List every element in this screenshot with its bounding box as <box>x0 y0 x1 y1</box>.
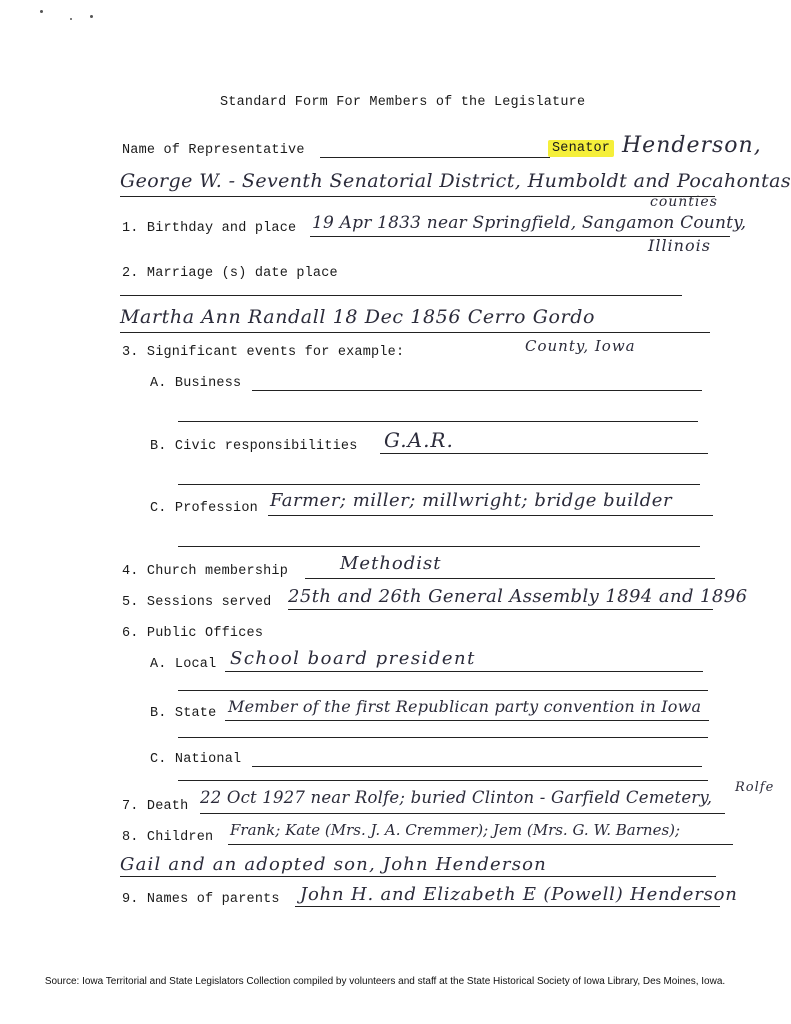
local-label: A. Local <box>150 657 217 672</box>
events-label: 3. Significant events for example: <box>122 345 405 360</box>
death-value-2: Rolfe <box>735 780 775 795</box>
children-value-2: Gail and an adopted son, John Henderson <box>120 854 547 875</box>
death-label: 7. Death <box>122 799 189 814</box>
parents-value: John H. and Elizabeth E (Powell) Henderson <box>300 884 738 905</box>
public-offices-label: 6. Public Offices <box>122 626 264 641</box>
name-line-2 <box>120 196 715 197</box>
parents-line <box>295 906 720 907</box>
business-line <box>252 390 702 391</box>
state-line <box>225 720 709 721</box>
church-value: Methodist <box>340 553 442 574</box>
scan-speck <box>70 18 72 20</box>
name-value-2: George W. - Seventh Senatorial District, Humboldt and Pocahontas <box>120 170 791 192</box>
source-footer: Source: Iowa Territorial and State Legislators Collection compiled by volunteers and staff at the State Historical Society of Iowa Library, Des Moines, Iowa. <box>44 976 726 987</box>
children-value: Frank; Kate (Mrs. J. A. Cremmer); Jem (Mrs. G. W. Barnes); <box>230 821 681 839</box>
civic-line <box>380 453 708 454</box>
children-label: 8. Children <box>122 830 214 845</box>
state-value: Member of the first Republican party convention in Iowa <box>228 697 702 716</box>
local-line <box>225 671 703 672</box>
national-line-2 <box>178 780 708 781</box>
profession-value: Farmer; miller; millwright; bridge builder <box>270 490 673 511</box>
state-line-2 <box>178 737 708 738</box>
national-line <box>252 766 702 767</box>
name-value-1: Henderson, <box>622 133 762 158</box>
business-line-2 <box>178 421 698 422</box>
profession-line <box>268 515 713 516</box>
marriage-value: Martha Ann Randall 18 Dec 1856 Cerro Gordo <box>120 306 596 328</box>
marriage-line <box>120 295 682 296</box>
senator-label: Senator <box>548 140 614 157</box>
civic-value: G.A.R. <box>384 428 454 452</box>
marriage-value-2: County, Iowa <box>525 337 636 355</box>
sessions-value: 25th and 26th General Assembly 1894 and 1896 <box>288 586 748 607</box>
name-value-3: counties <box>650 194 718 210</box>
church-line <box>305 578 715 579</box>
name-line <box>320 157 550 158</box>
name-label: Name of Representative <box>122 143 305 158</box>
church-label: 4. Church membership <box>122 564 289 579</box>
parents-label: 9. Names of parents <box>122 892 280 907</box>
birthday-value-2: Illinois <box>648 236 711 255</box>
marriage-label: 2. Marriage (s) date place <box>122 266 338 281</box>
children-line <box>228 844 733 845</box>
profession-label: C. Profession <box>150 501 258 516</box>
civic-line-2 <box>178 484 700 485</box>
children-line-2 <box>120 876 716 877</box>
death-line <box>200 813 725 814</box>
birthday-label: 1. Birthday and place <box>122 221 297 236</box>
sessions-line <box>288 609 713 610</box>
business-label: A. Business <box>150 376 242 391</box>
form-title: Standard Form For Members of the Legislature <box>220 95 586 110</box>
profession-line-2 <box>178 546 700 547</box>
state-label: B. State <box>150 706 217 721</box>
sessions-label: 5. Sessions served <box>122 595 272 610</box>
death-value: 22 Oct 1927 near Rolfe; buried Clinton - Garfield Cemetery, <box>200 788 713 807</box>
national-label: C. National <box>150 752 242 767</box>
local-value: School board president <box>230 648 476 669</box>
marriage-line-2 <box>120 332 710 333</box>
scan-speck <box>90 15 93 18</box>
birthday-value: 19 Apr 1833 near Springfield, Sangamon County, <box>312 213 747 233</box>
local-line-2 <box>178 690 708 691</box>
civic-label: B. Civic responsibilities <box>150 439 358 454</box>
scan-speck <box>40 10 43 13</box>
